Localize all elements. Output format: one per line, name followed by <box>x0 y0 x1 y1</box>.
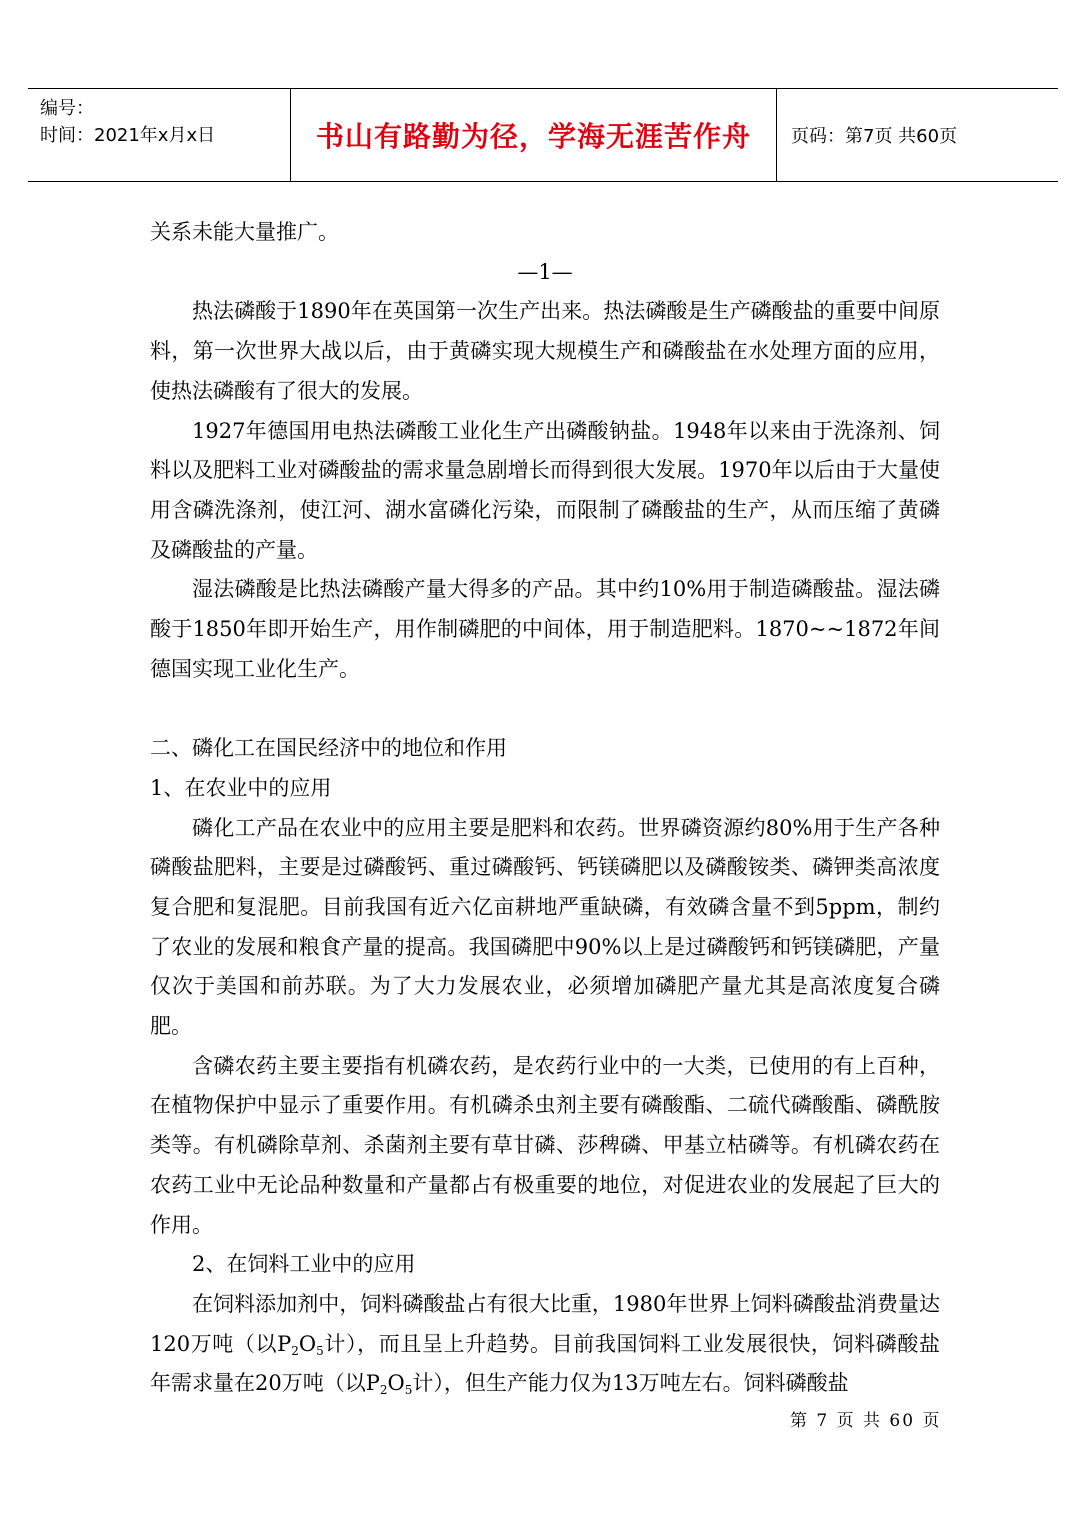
header-page-cell <box>777 89 1058 181</box>
paragraph-5: 含磷农药主要主要指有机磷农药，是农药行业中的一大类，已使用的有上百种，在植物保护中显示了重要作用。有机磷杀虫剂主要有磷酸酯、二硫代磷酸酯、磷酰胺类等。有机磷除草剂、杀菌剂主要有草甘磷、莎稗磷、甲基立枯磷等。有机磷农药在农药工业中无论品种数量和产量都占有极重要的地位，对促进农业的发展起了巨大的作用。 <box>150 1053 940 1237</box>
subsection-1-title: 1、在农业中的应用 <box>150 775 332 800</box>
time-label: 时间：2021年x月x日 <box>40 125 216 146</box>
document-body <box>150 213 940 1404</box>
paragraph-1: 热法磷酸于1890年在英国第一次生产出来。热法磷酸是生产磷酸盐的重要中间原料，第一次世界大战以后，由于黄磷实现大规模生产和磷酸盐在水处理方面的应用，使热法磷酸有了很大的发展。 <box>150 299 940 403</box>
page-label: 页码：第7页 共60页 <box>791 126 958 147</box>
motto: 书山有路勤为径，学海无涯苦作舟 <box>315 120 751 153</box>
continued-line: 关系未能大量推广。 <box>150 220 339 244</box>
subsection-2-title: 2、在饲料工业中的应用 <box>192 1252 416 1277</box>
chem-formula-1: $P_2O_5$ <box>277 1331 324 1358</box>
header-motto-cell <box>290 89 777 181</box>
paragraph-3: 湿法磷酸是比热法磷酸产量大得多的产品。其中约10%用于制造磷酸盐。湿法磷酸于1850年即开始生产，用作制磷肥的中间体，用于制造肥料。1870~~1872年间德国实现工业化生产。 <box>150 577 940 681</box>
paragraph-6-part-b: 计），而且呈上升趋势。目前我国饲料工业发展很快，饲料磷酸盐年需求量在20万吨（以 <box>150 1331 940 1396</box>
paragraph-6-part-c: 计），但生产能力仅为13万吨左右。饲料磷酸盐 <box>412 1371 849 1396</box>
chem-formula-2: $P_2O_5$ <box>365 1371 413 1398</box>
page-marker: —1— <box>517 259 573 284</box>
paragraph-6 <box>150 1285 940 1404</box>
header-meta <box>28 89 290 181</box>
paragraph-2: 1927年德国用电热法磷酸工业化生产出磷酸钠盐。1948年以来由于洗涤剂、饲料以及肥料工业对磷酸盐的需求量急剧增长而得到很大发展。1970年以后由于大量使用含磷洗涤剂，使江河、湖水富磷化污染，而限制了磷酸盐的生产，从而压缩了黄磷及磷酸盐的产量。 <box>150 418 940 562</box>
document-header <box>28 88 1058 182</box>
paragraph-6-part-a: 在饲料添加剂中，饲料磷酸盐占有很大比重，1980年世界上饲料磷酸盐消费量达120万吨（以 <box>150 1291 940 1356</box>
paragraph-4: 磷化工产品在农业中的应用主要是肥料和农药。世界磷资源约80%用于生产各种磷酸盐肥料，主要是过磷酸钙、重过磷酸钙、钙镁磷肥以及磷酸铵类、磷钾类高浓度复合肥和复混肥。目前我国有近六亿亩耕地严重缺磷，有效磷含量不到5ppm，制约了农业的发展和粮食产量的提高。我国磷肥中90%以上是过磷酸钙和钙镁磷肥，产量仅次于美国和前苏联。为了大力发展农业，必须增加磷肥产量尤其是高浓度复合磷肥。 <box>150 815 940 1039</box>
section-2-title: 二、磷化工在国民经济中的地位和作用 <box>150 736 507 761</box>
number-label: 编号： <box>40 98 94 119</box>
blank-line <box>150 689 940 729</box>
page-footer: 第 7 页 共 60 页 <box>790 1411 942 1431</box>
